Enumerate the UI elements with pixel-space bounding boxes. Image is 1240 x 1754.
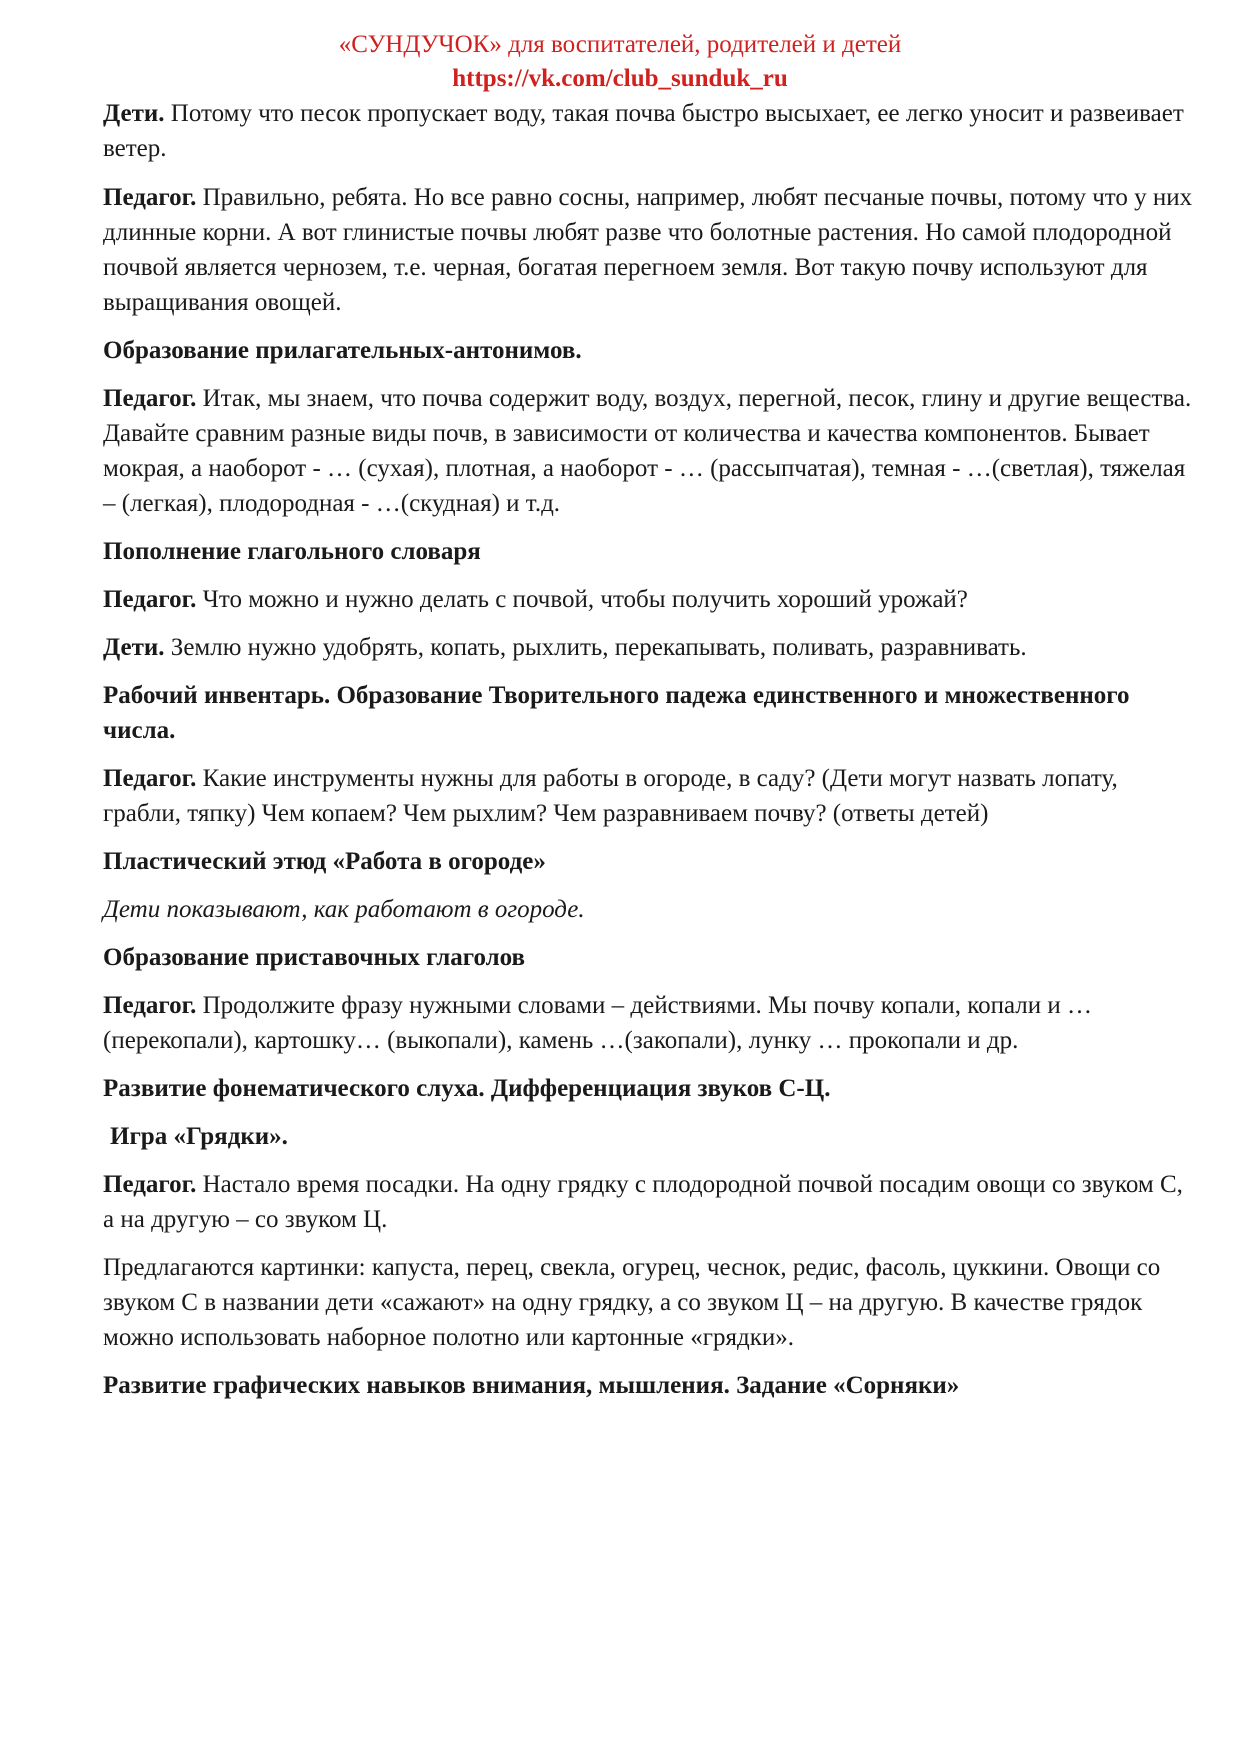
dialogue-text: Землю нужно удобрять, копать, рыхлить, перекапывать, поливать, разравнивать. [170,634,1027,661]
speaker-label: Педагог. [103,586,197,613]
dialogue-text: Продолжите фразу нужными словами – действиями. Мы почву копали, копали и …(перекопали), картошку… (выкопали), камень …(закопали), лунку … прокопали и др. [103,992,1093,1054]
header-title: «СУНДУЧОК» для воспитателей, родителей и детей [338,31,902,58]
dialogue-text: Настало время посадки. На одну грядку с плодородной почвой посадим овощи со звуком С, а на другую – со звуком Ц. [103,1171,1183,1233]
page-header [0,28,1240,96]
dialogue-paragraph [103,381,1198,521]
dialogue-text: Что можно и нужно делать с почвой, чтобы получить хороший урожай? [202,586,968,613]
dialogue-paragraph [103,180,1198,320]
dialogue-text: Какие инструменты нужны для работы в огороде, в саду? (Дети могут назвать лопату, грабли, тяпку) Чем копаем? Чем рыхлим? Чем разравниваем почву? (ответы детей) [103,765,1118,827]
section-heading: Образование прилагательных-антонимов. [103,337,582,364]
dialogue-paragraph [103,582,1198,617]
speaker-label: Педагог. [103,1171,197,1198]
speaker-label: Дети. [103,100,165,127]
dialogue-paragraph [103,1167,1198,1237]
speaker-label: Педагог. [103,992,197,1019]
stage-direction: Дети показывают, как работают в огороде. [103,896,585,923]
section-heading: Пластический этюд «Работа в огороде» [103,848,546,875]
dialogue-text: Итак, мы знаем, что почва содержит воду, воздух, перегной, песок, глину и другие вещества. Давайте сравним разные виды почв, в зависимости от количества и качества компонентов. Бывает мокрая, а наоборот - … (сухая), плотная, а наоборот - … (рассыпчатая), темная - …(светлая), тяжелая – (легкая), плодородная - …(скудная) и т.д. [103,385,1192,517]
section-heading: Развитие фонематического слуха. Дифференциация звуков С-Ц. [103,1075,831,1102]
document-body [103,96,1198,1403]
section-heading: Образование приставочных глаголов [103,944,526,971]
speaker-label: Педагог. [103,385,197,412]
dialogue-text: Правильно, ребята. Но все равно сосны, например, любят песчаные почвы, потому что у них длинные корни. А вот глинистые почвы любят разве что болотные растения. Но самой плодородной почвой является чернозем, т.е. черная, богатая перегноем земля. Вот такую почву используют для выращивания овощей. [103,184,1193,316]
dialogue-paragraph [103,988,1198,1058]
speaker-label: Педагог. [103,765,197,792]
body-paragraph: Предлагаются картинки: капуста, перец, свекла, огурец, чеснок, редис, фасоль, цуккини. Овощи со звуком С в названии дети «сажают» на одну грядку, а со звуком Ц – на другую. В качестве грядок можно использовать наборное полотно или картонные «грядки». [103,1254,1161,1351]
dialogue-paragraph [103,96,1198,166]
dialogue-text: Потому что песок пропускает воду, такая почва быстро высыхает, ее легко уносит и развеивает ветер. [103,100,1184,162]
dialogue-paragraph [103,630,1198,665]
speaker-label: Дети. [103,634,165,661]
section-heading: Рабочий инвентарь. Образование Творительного падежа единственного и множественного числа. [103,682,1130,744]
section-heading: Пополнение глагольного словаря [103,538,481,565]
dialogue-paragraph [103,761,1198,831]
speaker-label: Педагог. [103,184,197,211]
header-url-link[interactable]: https://vk.com/club_sunduk_ru [452,65,788,92]
section-heading: Развитие графических навыков внимания, мышления. Задание «Сорняки» [103,1372,960,1399]
section-heading: Игра «Грядки». [110,1123,288,1150]
